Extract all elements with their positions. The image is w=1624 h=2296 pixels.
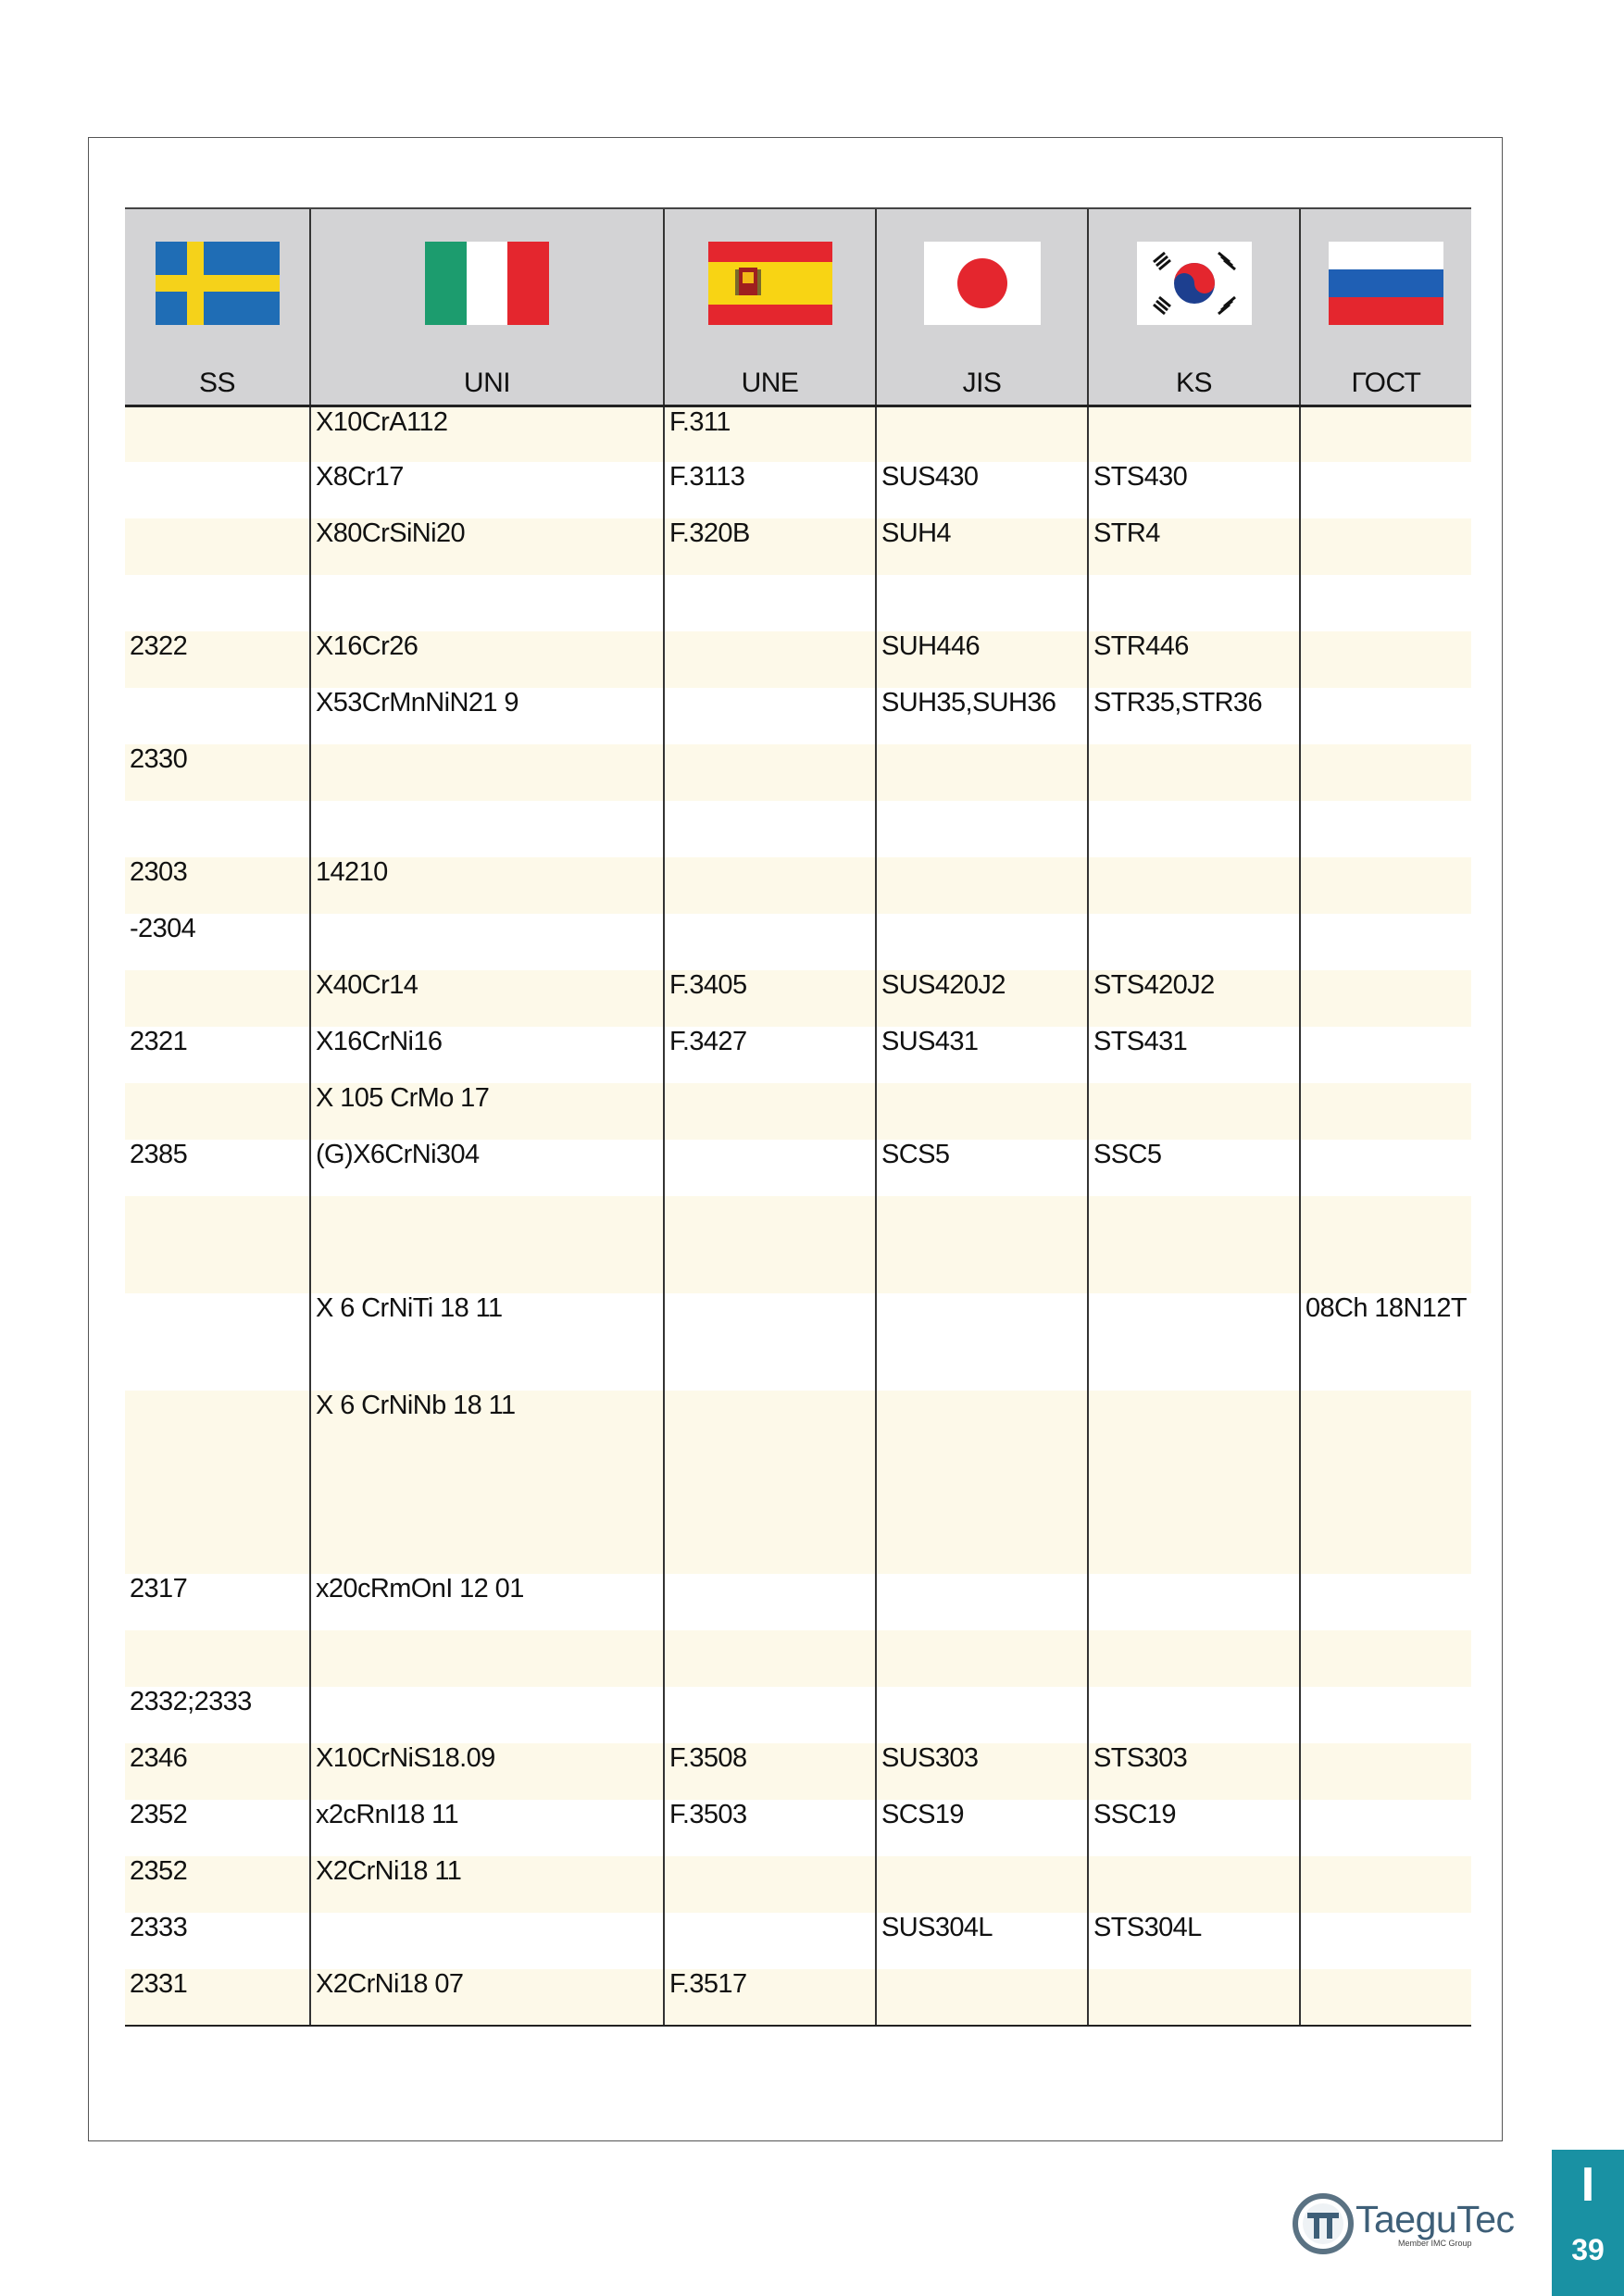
table-cell: X53CrMnNiN21 9 bbox=[310, 688, 664, 744]
table-cell bbox=[664, 1630, 876, 1687]
taegutec-emblem-icon bbox=[1289, 2187, 1357, 2255]
table-cell bbox=[1088, 914, 1300, 970]
table-row bbox=[125, 1083, 1471, 1140]
table-cell bbox=[125, 688, 310, 744]
table-cell bbox=[1088, 1293, 1300, 1391]
spain-flag-icon bbox=[708, 242, 832, 325]
table-cell bbox=[125, 801, 310, 857]
table-cell: SUH35,SUH36 bbox=[876, 688, 1088, 744]
table-body bbox=[125, 406, 1471, 2026]
table-cell: 2352 bbox=[125, 1800, 310, 1856]
header-une bbox=[664, 208, 876, 406]
table-cell bbox=[1088, 1687, 1300, 1743]
table-row bbox=[125, 1027, 1471, 1083]
table-cell bbox=[1088, 1196, 1300, 1293]
table-cell bbox=[125, 575, 310, 631]
table-cell bbox=[1300, 1391, 1471, 1574]
header-uni bbox=[310, 208, 664, 406]
table-cell bbox=[876, 914, 1088, 970]
table-cell: 2330 bbox=[125, 744, 310, 801]
header-label: ГОСТ bbox=[1351, 368, 1421, 398]
table-cell bbox=[1088, 1083, 1300, 1140]
table-cell bbox=[1088, 1391, 1300, 1574]
table-cell: X8Cr17 bbox=[310, 462, 664, 518]
table-cell: STS303 bbox=[1088, 1743, 1300, 1800]
table-cell: SUH446 bbox=[876, 631, 1088, 688]
table-cell bbox=[1088, 1574, 1300, 1630]
table-cell: F.3427 bbox=[664, 1027, 876, 1083]
table-cell: F.311 bbox=[664, 406, 876, 462]
table-row bbox=[125, 970, 1471, 1027]
table-cell bbox=[664, 688, 876, 744]
table-cell: SUS430 bbox=[876, 462, 1088, 518]
header-label: UNI bbox=[463, 368, 511, 398]
table-row bbox=[125, 857, 1471, 914]
table-cell bbox=[876, 1083, 1088, 1140]
table-cell: X 6 CrNiNb 18 11 bbox=[310, 1391, 664, 1574]
table-cell: X16Cr26 bbox=[310, 631, 664, 688]
table-cell bbox=[876, 1856, 1088, 1913]
table-cell bbox=[125, 970, 310, 1027]
table-cell bbox=[1300, 462, 1471, 518]
table-row bbox=[125, 1196, 1471, 1293]
table-cell bbox=[664, 1293, 876, 1391]
table-cell bbox=[310, 1913, 664, 1969]
logo-subtitle: Member IMC Group bbox=[1398, 2239, 1472, 2248]
table-cell bbox=[876, 1687, 1088, 1743]
taegutec-logo bbox=[1289, 2187, 1520, 2253]
table-row bbox=[125, 631, 1471, 688]
table-cell bbox=[664, 575, 876, 631]
table-cell: 2322 bbox=[125, 631, 310, 688]
table-cell bbox=[310, 801, 664, 857]
table-cell: X 6 CrNiTi 18 11 bbox=[310, 1293, 664, 1391]
table-cell: 2333 bbox=[125, 1913, 310, 1969]
logo-wordmark: TaeguTec bbox=[1355, 2198, 1515, 2240]
table-cell bbox=[1300, 1574, 1471, 1630]
table-cell bbox=[1300, 575, 1471, 631]
table-cell bbox=[310, 1687, 664, 1743]
table-cell bbox=[876, 1293, 1088, 1391]
table-cell bbox=[1300, 914, 1471, 970]
table-cell bbox=[664, 801, 876, 857]
table-cell bbox=[125, 518, 310, 575]
header-label: KS bbox=[1175, 368, 1213, 398]
table-cell bbox=[310, 914, 664, 970]
table-cell bbox=[664, 631, 876, 688]
table-cell: SUS303 bbox=[876, 1743, 1088, 1800]
table-cell bbox=[664, 744, 876, 801]
table-cell: STR4 bbox=[1088, 518, 1300, 575]
table-cell bbox=[1300, 1083, 1471, 1140]
table-row bbox=[125, 1687, 1471, 1743]
table-cell bbox=[1088, 857, 1300, 914]
header-ks bbox=[1088, 208, 1300, 406]
table-cell bbox=[876, 1630, 1088, 1687]
table-cell: 2346 bbox=[125, 1743, 310, 1800]
table-row bbox=[125, 1969, 1471, 2026]
table-cell bbox=[876, 1969, 1088, 2026]
table-cell: SCS5 bbox=[876, 1140, 1088, 1196]
table-cell bbox=[1300, 406, 1471, 462]
table-cell bbox=[664, 1687, 876, 1743]
table-row bbox=[125, 744, 1471, 801]
table-cell bbox=[1300, 857, 1471, 914]
table-cell bbox=[1300, 801, 1471, 857]
table-row bbox=[125, 575, 1471, 631]
table-cell bbox=[310, 1196, 664, 1293]
table-cell bbox=[125, 1293, 310, 1391]
table-cell: F.3113 bbox=[664, 462, 876, 518]
header-label: JIS bbox=[962, 368, 1002, 398]
japan-flag-icon bbox=[924, 242, 1041, 325]
table-cell: 14210 bbox=[310, 857, 664, 914]
table-cell: (G)X6CrNi304 bbox=[310, 1140, 664, 1196]
table-row bbox=[125, 1856, 1471, 1913]
sweden-flag-icon bbox=[156, 242, 280, 325]
table-row bbox=[125, 1630, 1471, 1687]
table-cell: X10CrNiS18.09 bbox=[310, 1743, 664, 1800]
header-jis bbox=[876, 208, 1088, 406]
south-korea-flag-icon bbox=[1137, 242, 1252, 325]
table-row bbox=[125, 1140, 1471, 1196]
table-cell bbox=[125, 1630, 310, 1687]
table-cell bbox=[664, 1391, 876, 1574]
table-cell: 2385 bbox=[125, 1140, 310, 1196]
table-cell bbox=[1088, 575, 1300, 631]
table-cell bbox=[1300, 1630, 1471, 1687]
table-cell: X2CrNi18 07 bbox=[310, 1969, 664, 2026]
table-cell: SUS431 bbox=[876, 1027, 1088, 1083]
table-cell bbox=[1088, 406, 1300, 462]
table-cell bbox=[1088, 1969, 1300, 2026]
table-cell bbox=[1300, 744, 1471, 801]
table-cell: STS431 bbox=[1088, 1027, 1300, 1083]
table-row bbox=[125, 1574, 1471, 1630]
table-row bbox=[125, 406, 1471, 462]
table-cell: 2331 bbox=[125, 1969, 310, 2026]
table-cell bbox=[310, 1630, 664, 1687]
section-letter: I bbox=[1580, 2158, 1595, 2212]
steel-standards-table bbox=[125, 207, 1471, 2027]
table-cell: F.3503 bbox=[664, 1800, 876, 1856]
table-cell bbox=[876, 801, 1088, 857]
table-cell bbox=[876, 1574, 1088, 1630]
table-cell bbox=[1088, 801, 1300, 857]
table-row bbox=[125, 1293, 1471, 1391]
table-cell: F.3517 bbox=[664, 1969, 876, 2026]
table-cell bbox=[664, 914, 876, 970]
page-number: 39 bbox=[1571, 2233, 1605, 2266]
table-cell: F.320B bbox=[664, 518, 876, 575]
table-cell: X10CrA112 bbox=[310, 406, 664, 462]
table-cell bbox=[1300, 688, 1471, 744]
table-cell bbox=[664, 1574, 876, 1630]
table-cell bbox=[876, 744, 1088, 801]
table-cell bbox=[1088, 744, 1300, 801]
table-cell bbox=[1300, 1687, 1471, 1743]
table-cell bbox=[664, 1083, 876, 1140]
table-cell: 08Ch 18N12T bbox=[1300, 1293, 1471, 1391]
table-cell bbox=[125, 1196, 310, 1293]
table-row bbox=[125, 914, 1471, 970]
table-cell: SSC5 bbox=[1088, 1140, 1300, 1196]
table-cell bbox=[125, 1083, 310, 1140]
table-cell bbox=[125, 462, 310, 518]
header-label: SS bbox=[198, 368, 236, 398]
table-cell: STS420J2 bbox=[1088, 970, 1300, 1027]
table-cell bbox=[876, 406, 1088, 462]
table-row bbox=[125, 518, 1471, 575]
table-cell bbox=[1300, 1913, 1471, 1969]
table-cell bbox=[1300, 1027, 1471, 1083]
header-gost bbox=[1300, 208, 1471, 406]
header-ss bbox=[125, 208, 310, 406]
table-cell bbox=[876, 575, 1088, 631]
table-cell: SSC19 bbox=[1088, 1800, 1300, 1856]
table-cell bbox=[125, 406, 310, 462]
table-cell bbox=[310, 744, 664, 801]
table-cell: X2CrNi18 11 bbox=[310, 1856, 664, 1913]
table-cell bbox=[664, 857, 876, 914]
table-cell: 2352 bbox=[125, 1856, 310, 1913]
italy-flag-icon bbox=[425, 242, 549, 325]
table-cell: 2321 bbox=[125, 1027, 310, 1083]
table-cell bbox=[876, 1196, 1088, 1293]
table-cell bbox=[1088, 1630, 1300, 1687]
table-cell: -2304 bbox=[125, 914, 310, 970]
table-cell bbox=[1300, 631, 1471, 688]
table-cell: F.3508 bbox=[664, 1743, 876, 1800]
table-cell: F.3405 bbox=[664, 970, 876, 1027]
table-cell bbox=[1300, 970, 1471, 1027]
table-cell: X16CrNi16 bbox=[310, 1027, 664, 1083]
table-cell: STR35,STR36 bbox=[1088, 688, 1300, 744]
table-row bbox=[125, 801, 1471, 857]
table-cell: X40Cr14 bbox=[310, 970, 664, 1027]
table-cell: SUS420J2 bbox=[876, 970, 1088, 1027]
table-cell bbox=[1300, 1856, 1471, 1913]
table-cell: x20cRmOnI 12 01 bbox=[310, 1574, 664, 1630]
table-cell bbox=[664, 1856, 876, 1913]
table-cell: 2317 bbox=[125, 1574, 310, 1630]
table-cell: X80CrSiNi20 bbox=[310, 518, 664, 575]
table-cell: 2303 bbox=[125, 857, 310, 914]
table-cell: SCS19 bbox=[876, 1800, 1088, 1856]
table-cell: 2332;2333 bbox=[125, 1687, 310, 1743]
table-cell bbox=[1088, 1856, 1300, 1913]
table-row bbox=[125, 1913, 1471, 1969]
table-cell bbox=[876, 1391, 1088, 1574]
russia-flag-icon bbox=[1329, 242, 1443, 325]
table-cell bbox=[876, 857, 1088, 914]
table-cell bbox=[1300, 1196, 1471, 1293]
table-cell: STS304L bbox=[1088, 1913, 1300, 1969]
table-row bbox=[125, 1743, 1471, 1800]
table-cell: SUH4 bbox=[876, 518, 1088, 575]
table-cell bbox=[125, 1391, 310, 1574]
table-cell bbox=[1300, 1800, 1471, 1856]
table-cell bbox=[1300, 1743, 1471, 1800]
table-cell bbox=[1300, 518, 1471, 575]
table-cell bbox=[664, 1140, 876, 1196]
table-row bbox=[125, 1391, 1471, 1574]
table-cell: x2cRnI18 11 bbox=[310, 1800, 664, 1856]
table-cell bbox=[1300, 1140, 1471, 1196]
table-cell bbox=[664, 1196, 876, 1293]
table-row bbox=[125, 462, 1471, 518]
page-tab bbox=[1552, 2150, 1624, 2296]
table-cell: X 105 CrMo 17 bbox=[310, 1083, 664, 1140]
table-cell: STS430 bbox=[1088, 462, 1300, 518]
table-cell bbox=[310, 575, 664, 631]
table-cell bbox=[1300, 1969, 1471, 2026]
table-cell: STR446 bbox=[1088, 631, 1300, 688]
header-label: UNE bbox=[741, 368, 799, 398]
table-cell bbox=[664, 1913, 876, 1969]
table-row bbox=[125, 1800, 1471, 1856]
table-row bbox=[125, 688, 1471, 744]
table-cell: SUS304L bbox=[876, 1913, 1088, 1969]
header-row bbox=[125, 208, 1471, 406]
